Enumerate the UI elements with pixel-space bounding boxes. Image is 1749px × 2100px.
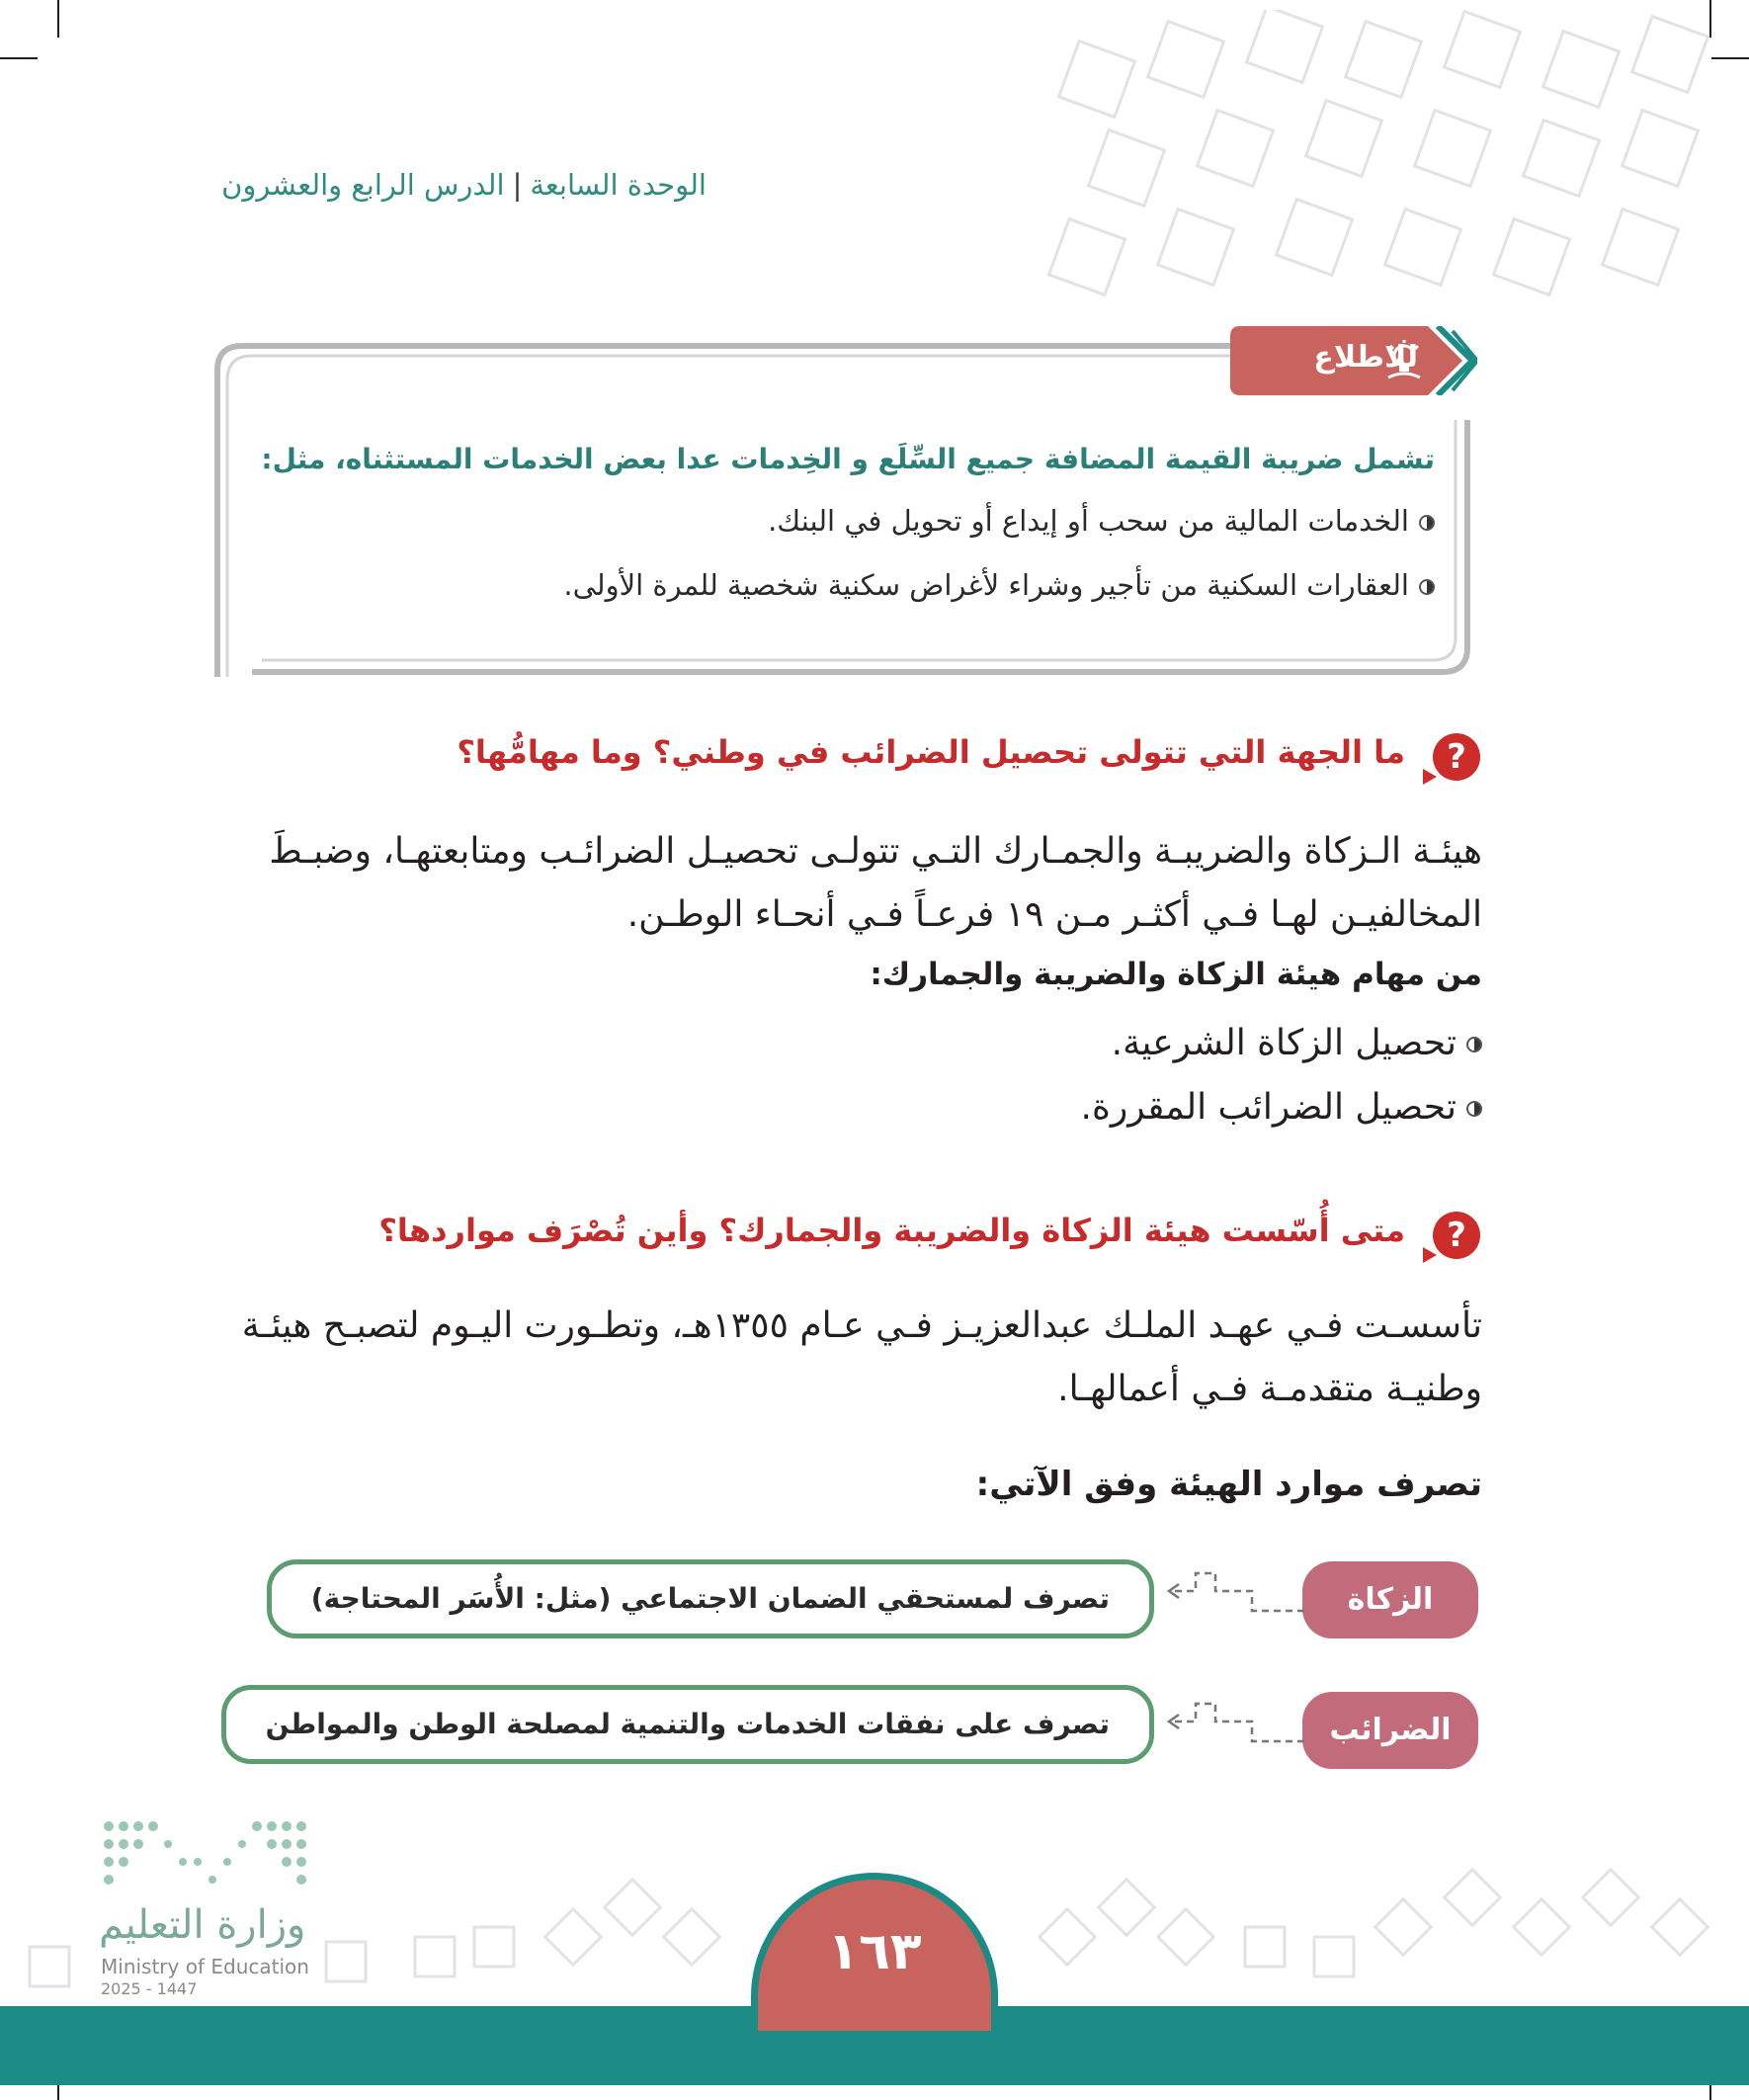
resource-label-zakat: الزكاة bbox=[1302, 1561, 1478, 1638]
info-item bbox=[768, 504, 1435, 538]
bullet-icon bbox=[1419, 579, 1435, 595]
info-lead: تشمل ضريبة القيمة المضافة جميع السِّلَع و الخِدمات عدا بعض الخدمات المستثناه، مثل: bbox=[261, 443, 1435, 475]
answer-2-line: تأسسـت فـي عهـد الملـك عبدالعزيـز فـي عـام ١٣٥٥هـ، وتطـورت اليـوم لتصبـح هيئـة bbox=[241, 1305, 1482, 1346]
task-item bbox=[1112, 1023, 1482, 1063]
question-icon-tail bbox=[1423, 1247, 1437, 1263]
answer-2-line: وطنيـة متقدمـة فـي أعمالهـا. bbox=[1057, 1369, 1482, 1409]
bullet-icon bbox=[1466, 1101, 1482, 1117]
ministry-logo-icon bbox=[99, 1816, 316, 1895]
connector-arrow bbox=[1161, 1561, 1309, 1621]
answer-2 bbox=[208, 1295, 1482, 1421]
unit-title: الوحدة السابعة bbox=[530, 168, 707, 202]
bullet-icon bbox=[1466, 1037, 1482, 1052]
running-header bbox=[221, 168, 707, 202]
decorative-pattern bbox=[998, 10, 1749, 366]
crop-mark bbox=[57, 0, 59, 38]
connector-arrow bbox=[1161, 1692, 1309, 1751]
bullet-icon bbox=[1419, 515, 1435, 531]
question-icon-tail bbox=[1423, 769, 1437, 785]
question-1: ما الجهة التي تتولى تحصيل الضرائب في وطني؟ وما مهامُّها؟ bbox=[457, 733, 1405, 771]
info-tag-label: للاطلاع bbox=[1313, 340, 1418, 375]
question-icon: ? bbox=[1433, 1212, 1480, 1259]
resources-heading: تصرف موارد الهيئة وفق الآتي: bbox=[975, 1465, 1482, 1504]
ministry-name-en: Ministry of Education bbox=[101, 1955, 309, 1978]
crop-mark bbox=[0, 57, 38, 59]
ministry-year: 2025 - 1447 bbox=[101, 1979, 198, 1998]
lesson-title: الدرس الرابع والعشرون bbox=[221, 168, 505, 202]
info-item-text: العقارات السكنية من تأجير وشراء لأغراض سكنية شخصية للمرة الأولى. bbox=[563, 568, 1409, 602]
answer-1-line: المخالفيـن لهـا فـي أكثـر مـن ١٩ فرعـاً فـي أنحـاء الوطـن. bbox=[626, 894, 1482, 935]
question-icon: ? bbox=[1433, 733, 1480, 781]
resource-desc-taxes: تصرف على نفقات الخدمات والتنمية لمصلحة الوطن والمواطن bbox=[221, 1685, 1154, 1764]
info-item bbox=[563, 568, 1435, 602]
resource-label-taxes: الضرائب bbox=[1302, 1692, 1478, 1769]
ministry-name-ar: وزارة التعليم bbox=[99, 1902, 306, 1948]
answer-1-line: هيئـة الـزكاة والضريبـة والجمـارك التـي تتولـى تحصيـل الضرائـب ومتابعتهـا، وضبـطَ bbox=[269, 831, 1482, 872]
question-2: متى أُسّست هيئة الزكاة والضريبة والجمارك؟ وأين تُصْرَف مواردها؟ bbox=[378, 1212, 1405, 1249]
tasks-heading: من مهام هيئة الزكاة والضريبة والجمارك: bbox=[870, 957, 1482, 992]
info-tag bbox=[1230, 326, 1477, 395]
header-separator: | bbox=[512, 168, 523, 202]
task-item-text: تحصيل الزكاة الشرعية. bbox=[1111, 1023, 1457, 1063]
task-item-text: تحصيل الضرائب المقررة. bbox=[1080, 1087, 1457, 1128]
resource-desc-zakat: تصرف لمستحقي الضمان الاجتماعي (مثل: الأُسَر المحتاجة) bbox=[267, 1559, 1154, 1638]
answer-1 bbox=[208, 820, 1482, 947]
info-item-text: الخدمات المالية من سحب أو إيداع أو تحويل في البنك. bbox=[768, 504, 1409, 538]
page-number: ١٦٣ bbox=[827, 1922, 922, 1981]
task-item bbox=[1081, 1087, 1482, 1128]
